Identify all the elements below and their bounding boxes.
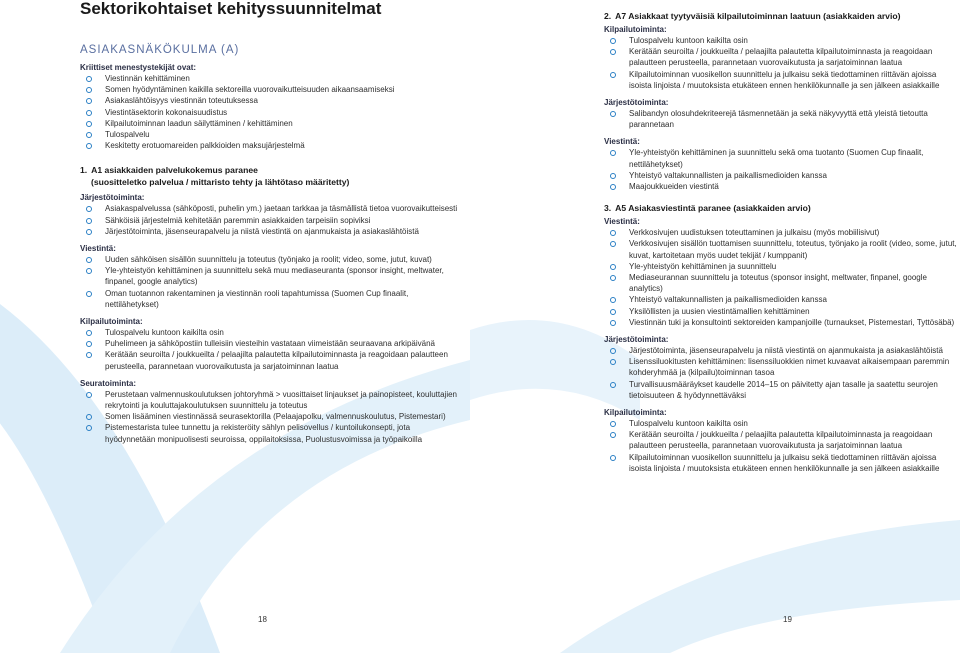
group-list	[604, 345, 960, 401]
list-item-text: Asiakaspalvelussa (sähköposti, puhelin ym.) jaetaan tarkkaa ja täsmällistä tietoa vuorovaikutteisesti	[105, 204, 458, 214]
circle-bullet-icon	[610, 455, 616, 461]
list-item	[80, 129, 460, 140]
circle-bullet-icon	[86, 257, 92, 263]
circle-bullet-icon	[86, 143, 92, 149]
list-item	[604, 317, 960, 328]
circle-bullet-icon	[610, 111, 616, 117]
list-item	[80, 140, 460, 151]
group-label: Järjestötoiminta:	[604, 98, 669, 108]
list-item	[604, 238, 960, 260]
list-item	[604, 429, 960, 451]
list-item	[604, 294, 960, 305]
list-item	[80, 265, 460, 287]
circle-bullet-icon	[610, 184, 616, 190]
group-list	[604, 227, 960, 328]
circle-bullet-icon	[610, 38, 616, 44]
critical-factors-list	[80, 73, 460, 151]
list-item-text: Järjestötoiminta, jäsenseurapalvelu ja niistä viestintä on ajanmukaista ja asiakaslähtöistä	[629, 346, 943, 356]
group-list	[604, 147, 960, 192]
watermark-stripe	[560, 520, 960, 653]
circle-bullet-icon	[610, 150, 616, 156]
left-page	[80, 0, 460, 445]
list-item-text: Kilpailutoiminnan vuosikellon suunnittelu ja julkaisu sekä tiedottaminen riittävän ajoissa isoista linjoista / muutoksista etukäteen ennen henkilökunnalle ja sen jälkeen asiakkaille	[629, 69, 940, 90]
list-item	[80, 73, 460, 84]
list-item-text: Verkkosivujen sisällön tuottamisen suunnittelu, toteutus, työnjako ja roolit (video, some, jutut, kuvat, kartoitetaan myös uudet tekijät / kumppanit)	[629, 239, 957, 260]
group-list	[80, 203, 460, 237]
list-item	[604, 379, 960, 401]
page-title: Sektorikohtaiset kehityssuunnitelmat	[80, 0, 382, 18]
list-item	[80, 226, 460, 237]
circle-bullet-icon	[610, 309, 616, 315]
list-item-text: Uuden sähköisen sisällön suunnittelu ja toteutus (työnjako ja roolit; video, some, jutut, kuvat)	[105, 255, 432, 265]
list-item	[604, 345, 960, 356]
list-item	[604, 356, 960, 378]
circle-bullet-icon	[610, 264, 616, 270]
list-item	[80, 203, 460, 214]
circle-bullet-icon	[86, 132, 92, 138]
circle-bullet-icon	[86, 121, 92, 127]
list-item-text: Puhelimeen ja sähköpostiin tulleisiin viesteihin vastataan viimeistään seuraavana arkipäivänä	[105, 339, 435, 349]
group-list	[80, 327, 460, 372]
circle-bullet-icon	[86, 229, 92, 235]
circle-bullet-icon	[610, 241, 616, 247]
circle-bullet-icon	[86, 291, 92, 297]
circle-bullet-icon	[610, 432, 616, 438]
group-label: Viestintä:	[604, 137, 640, 147]
section-heading-a1	[80, 164, 460, 188]
section-title-line1: A1 asiakkaiden palvelukokemus paranee	[91, 165, 258, 176]
list-item-text: Viestinnän tuki ja konsultointi sektoreiden kampanjoille (turnaukset, Pistemestari, Tyttösäbä)	[629, 317, 955, 327]
group-label: Järjestötoiminta:	[604, 335, 669, 345]
list-item-text: Kerätään seuroilta / joukkueilta / pelaajilta palautetta kilpailutoiminnasta ja reagoidaan palautteen perusteella, parannetaan vuorovaikutusta ja sarjatoiminnan laatua	[105, 350, 448, 371]
circle-bullet-icon	[610, 320, 616, 326]
group-list	[604, 108, 960, 130]
circle-bullet-icon	[86, 206, 92, 212]
list-item-text: Yle-yhteistyön kehittäminen ja suunnittelu sekä muu mediaseuranta (sponsor insight, meltwater, finpanel, google analytics)	[105, 266, 444, 287]
list-item	[604, 306, 960, 317]
circle-bullet-icon	[610, 72, 616, 78]
list-item-text: Somen hyödyntäminen kaikilla sektoreilla vuorovaikutteisuuden aikaansaamiseksi	[105, 85, 395, 95]
group-label: Kilpailutoiminta:	[604, 408, 667, 418]
circle-bullet-icon	[610, 421, 616, 427]
section-number: 3.	[604, 203, 612, 214]
circle-bullet-icon	[86, 76, 92, 82]
section-title: A7 Asiakkaat tyytyväisiä kilpailutoiminnan laatuun (asiakkaiden arvio)	[615, 11, 901, 21]
list-item-text: Verkkosivujen uudistuksen toteuttaminen ja julkaisu (myös mobiilisivut)	[629, 228, 880, 238]
group-label: Viestintä:	[80, 244, 116, 254]
list-item	[604, 108, 960, 130]
list-item-text: Viestinnän kehittäminen	[105, 74, 190, 83]
section-number: 1.	[80, 165, 88, 176]
list-item-text: Yksilöllisten ja uusien viestintämallien kehittäminen	[629, 306, 810, 316]
list-item	[604, 418, 960, 429]
group-list	[80, 254, 460, 310]
list-item	[80, 389, 460, 411]
list-item-text: Pistemestarista tulee tunnettu ja rekisteröity sählyn pelisovellus / kuntoilukonsepti, jota hyödynnetään monipuolisesti seuroissa, oppilaitoksissa, Puolustusvoimissa ja työpaikoilla	[105, 423, 423, 444]
circle-bullet-icon	[610, 382, 616, 388]
circle-bullet-icon	[86, 218, 92, 224]
list-item-text: Sähköisiä järjestelmiä kehitetään paremmin asiakkaiden tarpeisiin sopiviksi	[105, 215, 371, 225]
circle-bullet-icon	[86, 87, 92, 93]
list-item-text: Kerätään seuroilta / joukkueilta / pelaajilta palautetta kilpailutoiminnasta ja reagoidaan palautteen perusteella, parannetaan vuorovaikutusta ja sarjatoiminnan laatua	[629, 430, 933, 451]
group-label: Seuratoiminta:	[80, 378, 137, 388]
list-item-text: Turvallisuusmääräykset kaudelle 2014–15 on päivitetty ajan tasalle ja saatettu seurojen tietoisuuteen & hyödynnettäväksi	[629, 379, 938, 400]
circle-bullet-icon	[610, 275, 616, 281]
list-item-text: Kilpailutoiminnan laadun säilyttäminen / kehittäminen	[105, 118, 293, 128]
list-item-text: Keskitetty erotuomareiden palkkioiden maksujärjestelmä	[105, 141, 305, 151]
list-item	[604, 452, 960, 474]
circle-bullet-icon	[610, 348, 616, 354]
circle-bullet-icon	[610, 359, 616, 365]
list-item	[80, 254, 460, 265]
list-item	[604, 272, 960, 294]
circle-bullet-icon	[610, 297, 616, 303]
list-item	[604, 69, 960, 91]
section-number: 2.	[604, 11, 612, 21]
list-item-text: Tulospalvelu kuntoon kaikilta osin	[105, 328, 224, 338]
list-item-text: Oman tuotannon rakentaminen ja viestinnän rooli tapahtumissa (Suomen Cup finaalit, nettilähetykset)	[105, 288, 409, 309]
list-item	[80, 95, 460, 106]
section-heading-a7	[604, 10, 960, 22]
circle-bullet-icon	[610, 49, 616, 55]
section-title: A5 Asiakasviestintä paranee (asiakkaiden arvio)	[615, 203, 811, 214]
list-item-text: Maajoukkueiden viestintä	[629, 182, 719, 192]
group-label: Kilpailutoiminta:	[80, 317, 143, 327]
list-item	[80, 349, 460, 371]
list-item-text: Yle-yhteistyön kehittäminen ja suunnittelu	[629, 261, 777, 271]
list-item	[80, 215, 460, 226]
group-list	[604, 418, 960, 474]
circle-bullet-icon	[610, 230, 616, 236]
section-a5-groups	[604, 216, 960, 474]
circle-bullet-icon	[86, 352, 92, 358]
list-item-text: Asiakaslähtöisyys viestinnän toteutuksessa	[105, 96, 258, 106]
group-list	[80, 389, 460, 445]
list-item	[604, 170, 960, 181]
list-item	[604, 46, 960, 68]
list-item-text: Lisenssiluokitusten kehittäminen: lisenssiluokkien nimet kuvaavat aikaisempaan paremmin kohderyhmää ja (kilpailu)toiminnan tasoa	[629, 357, 950, 378]
list-item	[80, 84, 460, 95]
list-item	[80, 107, 460, 118]
list-item-text: Salibandyn olosuhdekriteerejä täsmennetään ja sekä näkyvyyttä että yleistä tietoutta parannetaan	[629, 109, 928, 130]
circle-bullet-icon	[86, 341, 92, 347]
group-label: Kilpailutoiminta:	[604, 25, 667, 34]
list-item	[80, 118, 460, 129]
list-item	[604, 147, 960, 169]
right-page	[604, 10, 960, 474]
circle-bullet-icon	[610, 173, 616, 179]
circle-bullet-icon	[86, 392, 92, 398]
list-item-text: Järjestötoiminta, jäsenseurapalvelu ja niistä viestintä on ajanmukaista ja asiakaslähtöistä	[105, 226, 419, 236]
list-item	[80, 288, 460, 310]
list-item	[80, 422, 460, 444]
circle-bullet-icon	[86, 414, 92, 420]
left-groups	[80, 192, 460, 444]
list-item	[80, 327, 460, 338]
section-a7-groups	[604, 24, 960, 192]
group-list	[604, 35, 960, 91]
list-item-text: Yhteistyö valtakunnallisten ja paikallismedioiden kanssa	[629, 295, 827, 305]
list-item-text: Somen lisääminen viestinnässä seurasektorilla (Pelaajapolku, valmennuskoulutus, Pistemestari)	[105, 412, 446, 422]
circle-bullet-icon	[86, 268, 92, 274]
circle-bullet-icon	[86, 330, 92, 336]
list-item-text: Yle-yhteistyön kehittäminen ja suunnittelu sekä oma tuotanto (Suomen Cup finaalit, nettilähetykset)	[629, 148, 924, 169]
list-item	[604, 261, 960, 272]
list-item-text: Tulospalvelu	[105, 130, 150, 140]
list-item-text: Perustetaan valmennuskoulutuksen johtoryhmä > vuosittaiset linjaukset ja painopisteet, kouluttajien rekrytointi ja kouluttajakoulutuksen suunnittelu ja toteutus	[105, 389, 457, 411]
section-title-line2: (suositteletko palvelua / mittaristo tehty ja lähtötaso määritetty)	[91, 177, 350, 188]
list-item-text: Tulospalvelu kuntoon kaikilta osin	[629, 36, 748, 45]
list-item	[604, 35, 960, 46]
list-item	[80, 411, 460, 422]
list-item-text: Viestintäsektorin kokonaisuudistus	[105, 107, 228, 117]
critical-factors-label: Kriittiset menestystekijät ovat:	[80, 63, 197, 72]
list-item	[604, 181, 960, 192]
list-item-text: Mediaseurannan suunnittelu ja toteutus (sponsor insight, meltwater, finpanel, google analytics)	[629, 273, 927, 294]
page-number-left: 18	[258, 615, 267, 624]
circle-bullet-icon	[86, 98, 92, 104]
section-heading-a5	[604, 202, 960, 214]
section-subtitle: ASIAKASNÄKÖKULMA (A)	[80, 44, 240, 56]
list-item-text: Tulospalvelu kuntoon kaikilta osin	[629, 419, 748, 429]
list-item	[604, 227, 960, 238]
circle-bullet-icon	[86, 110, 92, 116]
list-item	[80, 338, 460, 349]
circle-bullet-icon	[86, 425, 92, 431]
group-label: Viestintä:	[604, 217, 640, 227]
list-item-text: Kerätään seuroilta / joukkueilta / pelaajilta palautetta kilpailutoiminnasta ja reagoidaan palautteen perusteella, parannetaan vuorovaikutusta ja sarjatoiminnan laatua	[629, 47, 933, 68]
list-item-text: Kilpailutoiminnan vuosikellon suunnittelu ja julkaisu sekä tiedottaminen riittävän ajoissa isoista linjoista / muutoksista etukäteen ennen henkilökunnalle ja sen jälkeen asiakkaille	[629, 452, 940, 473]
list-item-text: Yhteistyö valtakunnallisten ja paikallismedioiden kanssa	[629, 170, 827, 180]
page-number-right: 19	[783, 615, 792, 624]
group-label: Järjestötoiminta:	[80, 193, 145, 203]
